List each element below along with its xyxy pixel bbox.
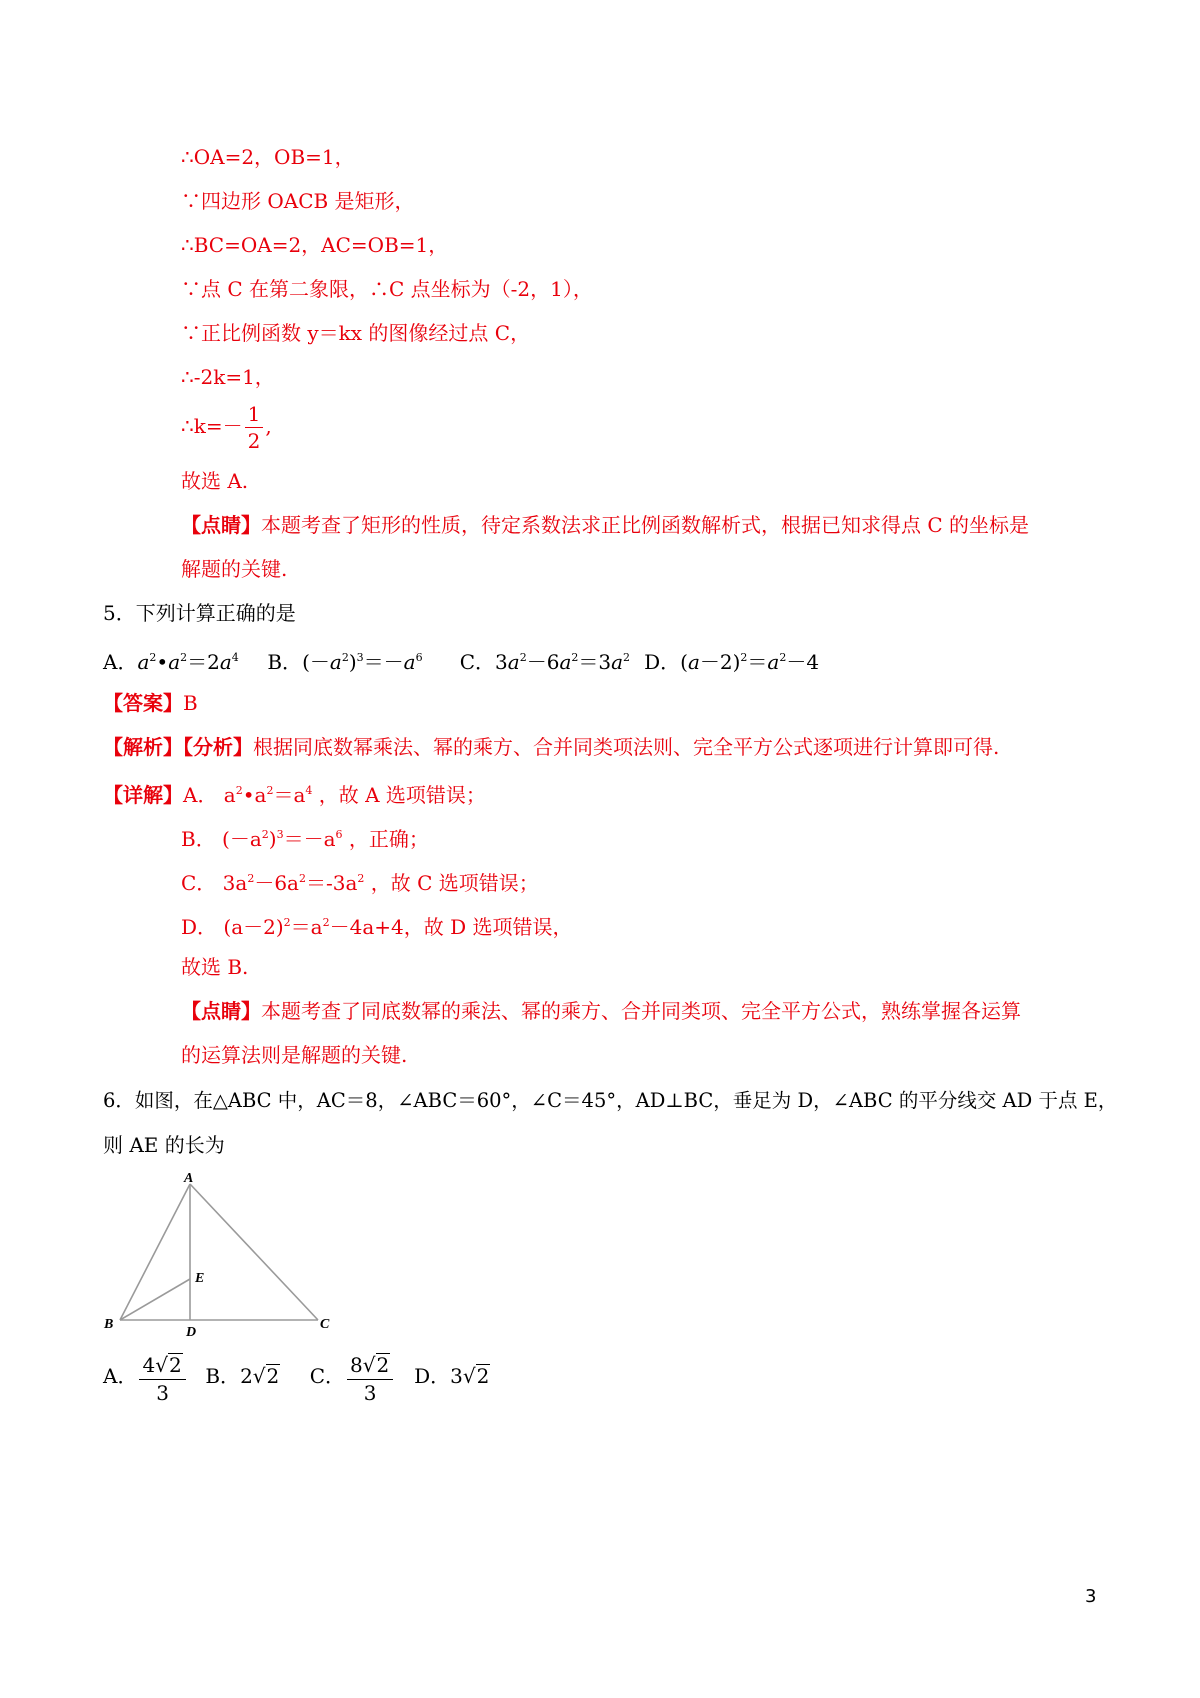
denominator: 3 [156, 1380, 169, 1405]
dianjing-text: 本题考查了矩形的性质，待定系数法求正比例函数解析式，根据已知求得点 C 的坐标是 [261, 513, 1030, 537]
detail-c-label: C． [181, 871, 217, 895]
option-label: C． [309, 1364, 346, 1388]
detail-d-result: ，故 D 选项错误， [403, 915, 573, 939]
question-5-options [103, 644, 819, 676]
fraction-one-half [245, 404, 264, 451]
q5-detail-a: 【详解】A． $a^2•a^2=a^4$ ，故 A 选项错误； [103, 783, 486, 807]
dianjing-5-line-2: 的运算法则是解题的关键. [181, 1043, 408, 1067]
option-label: D． [644, 650, 681, 674]
detail-d-label: D． [181, 915, 218, 939]
detail-tag: 【详解】 [103, 783, 183, 807]
q6-option-d: D．3√2 [414, 1364, 490, 1388]
coef: 2 [240, 1364, 253, 1388]
q5-option-b: B．$(-a^2)^3=-a^6$ [267, 650, 423, 674]
numerator-coef: 4 [142, 1352, 156, 1377]
option-label: B． [267, 650, 303, 674]
k-suffix: , [265, 414, 272, 438]
question-6-stem-line-2: 则 AE 的长为 [103, 1133, 225, 1157]
detail-a-result: ，故 A 选项错误； [318, 783, 486, 807]
detail-b-label: B． [181, 827, 216, 851]
question-5-stem: 5．下列计算正确的是 [103, 601, 296, 625]
q5-detail-d: D． $(a-2)^2=a^2-4a+4$，故 D 选项错误， [181, 915, 573, 939]
k-prefix: ∴k=－ [181, 414, 243, 438]
radicand: 2 [266, 1364, 280, 1388]
solution-line-1: ∴OA=2，OB=1， [181, 145, 355, 169]
dianjing-tag: 【点睛】 [181, 999, 261, 1023]
analysis-text: 根据同底数幂乘法、幂的乘方、合并同类项法则、完全平方公式逐项进行计算即可得. [253, 735, 1000, 759]
option-c-fraction: $\frac{8√2}{3}$ [347, 1353, 393, 1403]
solution-choice: 故选 A. [181, 469, 249, 493]
q6-option-c [310, 1351, 408, 1403]
label-c: C [320, 1317, 330, 1332]
option-label: A． [103, 650, 138, 674]
dianjing-5-line-1 [181, 997, 1021, 1025]
option-label: B． [205, 1364, 241, 1388]
triangle-figure [100, 1170, 350, 1345]
q6-option-b: B．2√2 [205, 1364, 280, 1388]
option-a-fraction: $\frac{4√2}{3}$ [139, 1353, 185, 1403]
q5-option-d: D．$(a-2)^2=a^2-4$ [644, 650, 820, 674]
q5-detail-choice: 故选 B. [181, 955, 249, 979]
coef: 3 [450, 1364, 463, 1388]
dianjing-text: 本题考查了同底数幂的乘法、幂的乘方、合并同类项、完全平方公式，熟练掌握各运算 [261, 999, 1021, 1023]
q6-option-a [103, 1351, 199, 1403]
detail-a-label: A． [183, 783, 218, 807]
page-number: 3 [1085, 1586, 1097, 1607]
radicand: 2 [476, 1364, 490, 1388]
question-6-options [103, 1351, 490, 1403]
q5-detail-c: C． $3a^2-6a^2=-3a^2$ ，故 C 选项错误； [181, 871, 539, 895]
solution-line-3: ∴BC=OA=2，AC=OB=1， [181, 233, 449, 257]
fraction-denominator: 2 [247, 429, 261, 453]
q5-option-a: A．$a^2•a^2=2a^4$ [103, 650, 239, 674]
dianjing-tag: 【点睛】 [181, 513, 261, 537]
solution-line-2: ∵四边形 OACB 是矩形， [181, 189, 415, 213]
detail-b-result: ，正确； [348, 827, 429, 851]
fraction-numerator: 1 [245, 404, 264, 428]
q5-option-c: C．$3a^2-6a^2=3a^2$ [459, 650, 631, 674]
answer-tag: 【答案】 [103, 691, 183, 715]
radicand: 2 [168, 1352, 182, 1377]
option-label: C． [459, 650, 496, 674]
solution-line-6: ∴-2k=1， [181, 365, 275, 389]
analysis-tag: 【解析】【分析】 [103, 735, 253, 759]
label-e: E [195, 1271, 205, 1286]
radicand: 2 [376, 1352, 390, 1377]
q5-analysis [103, 733, 999, 761]
denominator: 3 [363, 1380, 377, 1405]
solution-line-5: ∵正比例函数 y＝kx 的图像经过点 C， [181, 321, 531, 345]
option-label: A． [103, 1364, 138, 1388]
numerator-coef: 8 [350, 1352, 363, 1377]
answer-value: B [183, 691, 198, 715]
label-a: A [184, 1171, 194, 1186]
question-6-stem-line-1: 6．如图，在△ABC 中，AC＝8，∠ABC＝60°，∠C＝45°，AD⊥BC，垂足为 D，∠ABC 的平分线交 AD 于点 E， [103, 1089, 1118, 1112]
label-d: D [186, 1325, 197, 1340]
option-label: D． [414, 1364, 451, 1388]
dianjing-4-line-2: 解题的关键. [181, 557, 288, 581]
solution-line-4: ∵点 C 在第二象限，∴C 点坐标为（-2，1）， [181, 277, 593, 301]
q5-answer [103, 689, 198, 717]
dianjing-4-line-1 [181, 511, 1029, 539]
q5-detail-b: B． $(-a^2)^3=-a^6$ ，正确； [181, 827, 429, 851]
side-ac [190, 1184, 318, 1320]
label-b: B [104, 1317, 114, 1332]
solution-line-7 [181, 403, 272, 451]
detail-c-result: ，故 C 选项错误； [370, 871, 539, 895]
